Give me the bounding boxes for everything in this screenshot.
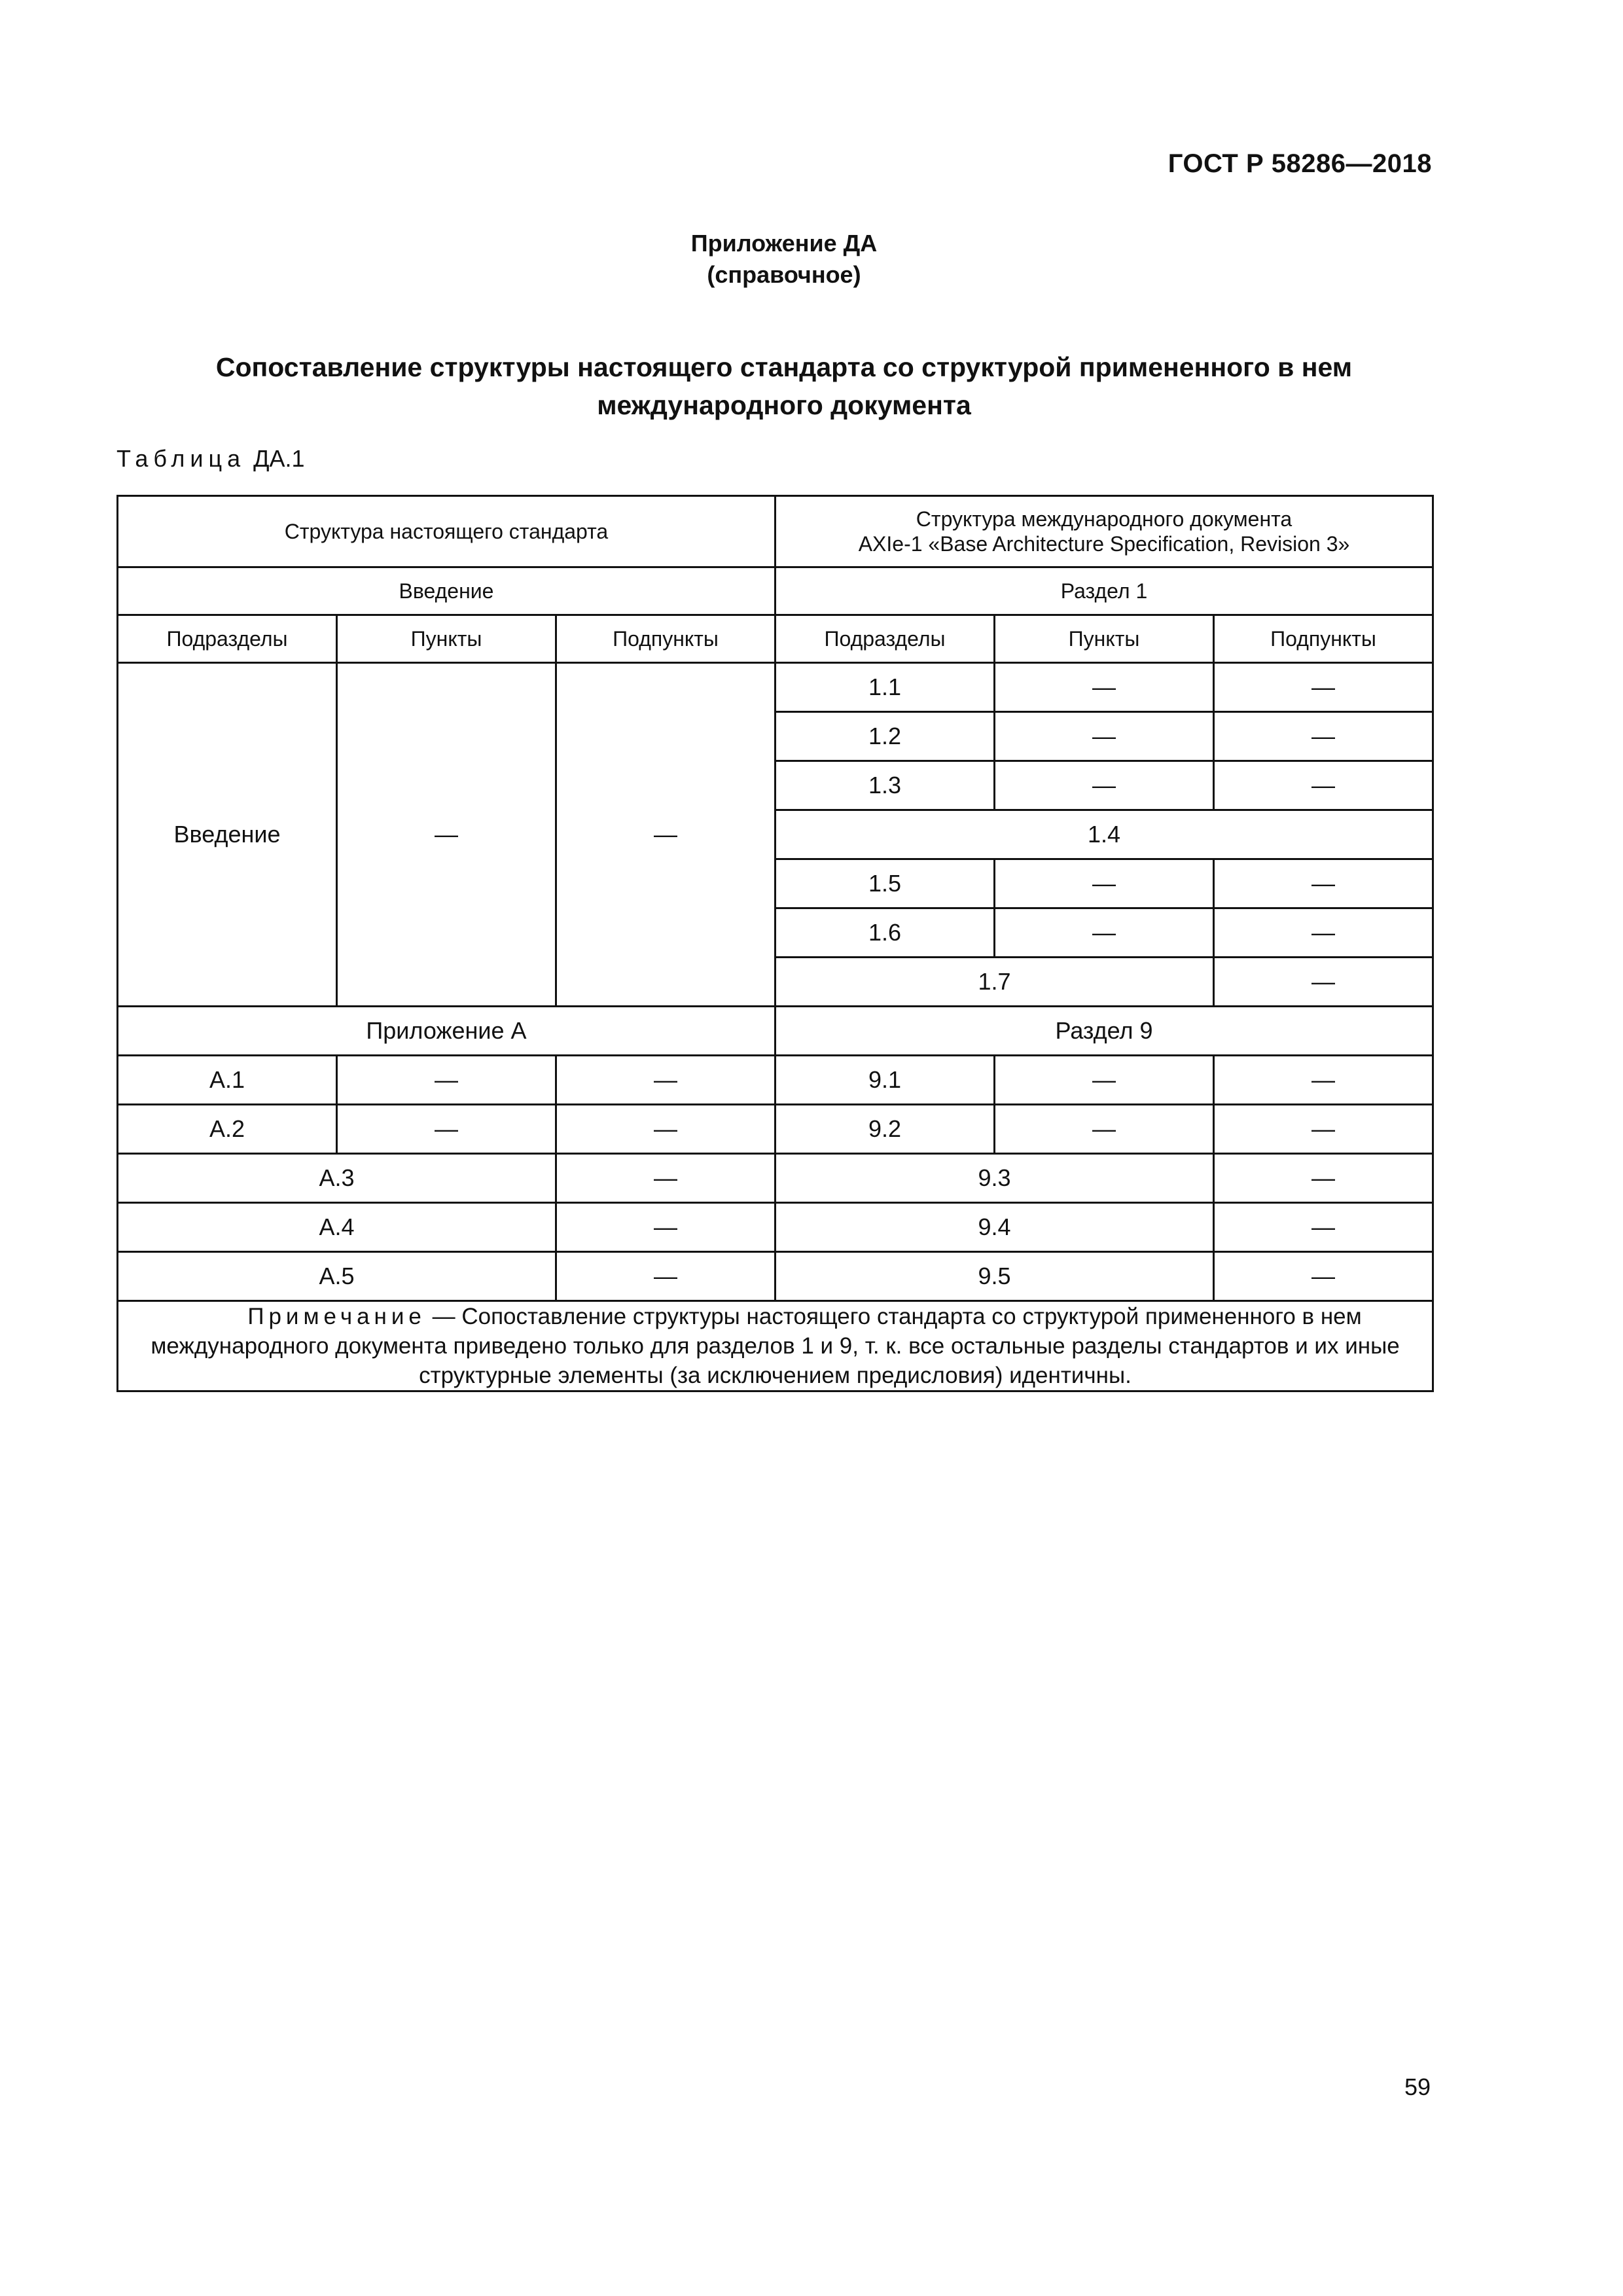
col-header: Пункты <box>337 615 556 663</box>
table-cell-merged: 9.5 <box>776 1252 1214 1301</box>
table-cell-merged: 9.3 <box>776 1154 1214 1203</box>
section-right: Раздел 1 <box>776 567 1433 615</box>
table-label <box>116 445 305 473</box>
header-international-line-1: Структура международного документа <box>916 507 1293 531</box>
note-row <box>118 1301 1433 1391</box>
table-cell: — <box>1214 1203 1433 1252</box>
table-cell: 1.3 <box>776 761 995 810</box>
table-row <box>118 663 1433 712</box>
comparison-table <box>116 495 1434 1392</box>
note-label: Примечание <box>247 1304 426 1329</box>
appendix-left: Приложение А <box>118 1007 776 1056</box>
table-label-word: Таблица <box>116 445 246 472</box>
page-title-line-2: международного документа <box>597 390 971 420</box>
table-cell: — <box>1214 663 1433 712</box>
table-cell: — <box>995 1105 1214 1154</box>
header-international-line-2: AXIe-1 «Base Architecture Specification, Revision 3» <box>858 532 1350 556</box>
table-row <box>118 1056 1433 1105</box>
table-cell: — <box>1214 859 1433 908</box>
table-cell: 1.6 <box>776 908 995 958</box>
table-cell-merged: 1.7 <box>776 958 1214 1007</box>
table-cell-merged: А.5 <box>118 1252 556 1301</box>
table-cell: — <box>995 663 1214 712</box>
appendix-heading <box>0 228 1568 291</box>
header-international-doc <box>776 496 1433 567</box>
table-cell: — <box>556 1252 776 1301</box>
table-cell: — <box>995 859 1214 908</box>
table-cell: — <box>556 1105 776 1154</box>
col-header: Подразделы <box>118 615 337 663</box>
section-row <box>118 567 1433 615</box>
table-cell: 1.2 <box>776 712 995 761</box>
table-row <box>118 1154 1433 1203</box>
table-cell: — <box>1214 908 1433 958</box>
table-cell: 1.5 <box>776 859 995 908</box>
appendix-right: Раздел 9 <box>776 1007 1433 1056</box>
table-cell: — <box>337 1056 556 1105</box>
table-cell: — <box>337 1105 556 1154</box>
table-header-row <box>118 496 1433 567</box>
intro-subitems-cell: — <box>556 663 776 1007</box>
table-row <box>118 1252 1433 1301</box>
table-cell: — <box>556 1203 776 1252</box>
table-note <box>118 1301 1433 1391</box>
table-cell: 1.1 <box>776 663 995 712</box>
page-title-line-1: Сопоставление структуры настоящего стандарта со структурой примененного в нем <box>215 352 1353 382</box>
header-current-standard: Структура настоящего стандарта <box>118 496 776 567</box>
table-cell: — <box>1214 1056 1433 1105</box>
table-row <box>118 1203 1433 1252</box>
table-cell: — <box>1214 761 1433 810</box>
col-header: Пункты <box>995 615 1214 663</box>
table-cell: — <box>995 908 1214 958</box>
table-cell: — <box>556 1056 776 1105</box>
table-cell: — <box>995 712 1214 761</box>
appendix-title: Приложение ДА <box>690 230 878 257</box>
table-cell: — <box>1214 958 1433 1007</box>
table-cell: 9.2 <box>776 1105 995 1154</box>
intro-subsection-cell: Введение <box>118 663 337 1007</box>
table-cell-merged: 9.4 <box>776 1203 1214 1252</box>
page-number: 59 <box>1404 2073 1431 2100</box>
appendix-section-row <box>118 1007 1433 1056</box>
section-left: Введение <box>118 567 776 615</box>
column-header-row <box>118 615 1433 663</box>
table-cell: — <box>1214 712 1433 761</box>
table-cell-merged: А.4 <box>118 1203 556 1252</box>
document-code: ГОСТ Р 58286—2018 <box>1168 149 1432 178</box>
table-cell: — <box>995 761 1214 810</box>
note-text: — Сопоставление структуры настоящего стандарта со структурой примененного в нем международного документа приведено только для разделов 1 и 9, т. к. все остальные разделы стандартов и их иные структурные элементы (за исключением предисловия) идентичны. <box>151 1304 1400 1388</box>
intro-items-cell: — <box>337 663 556 1007</box>
table-cell: — <box>556 1154 776 1203</box>
table-cell: А.2 <box>118 1105 337 1154</box>
table-cell-merged: А.3 <box>118 1154 556 1203</box>
table-cell: — <box>1214 1154 1433 1203</box>
table-cell: — <box>1214 1105 1433 1154</box>
table-cell: 9.1 <box>776 1056 995 1105</box>
appendix-subtitle: (справочное) <box>707 261 861 288</box>
col-header: Подпункты <box>1214 615 1433 663</box>
table-cell: — <box>1214 1252 1433 1301</box>
table-label-id: ДА.1 <box>253 445 305 472</box>
table-row <box>118 1105 1433 1154</box>
page-title <box>0 348 1568 424</box>
table-cell: А.1 <box>118 1056 337 1105</box>
col-header: Подпункты <box>556 615 776 663</box>
col-header: Подразделы <box>776 615 995 663</box>
table-cell-merged: 1.4 <box>776 810 1433 859</box>
table-cell: — <box>995 1056 1214 1105</box>
